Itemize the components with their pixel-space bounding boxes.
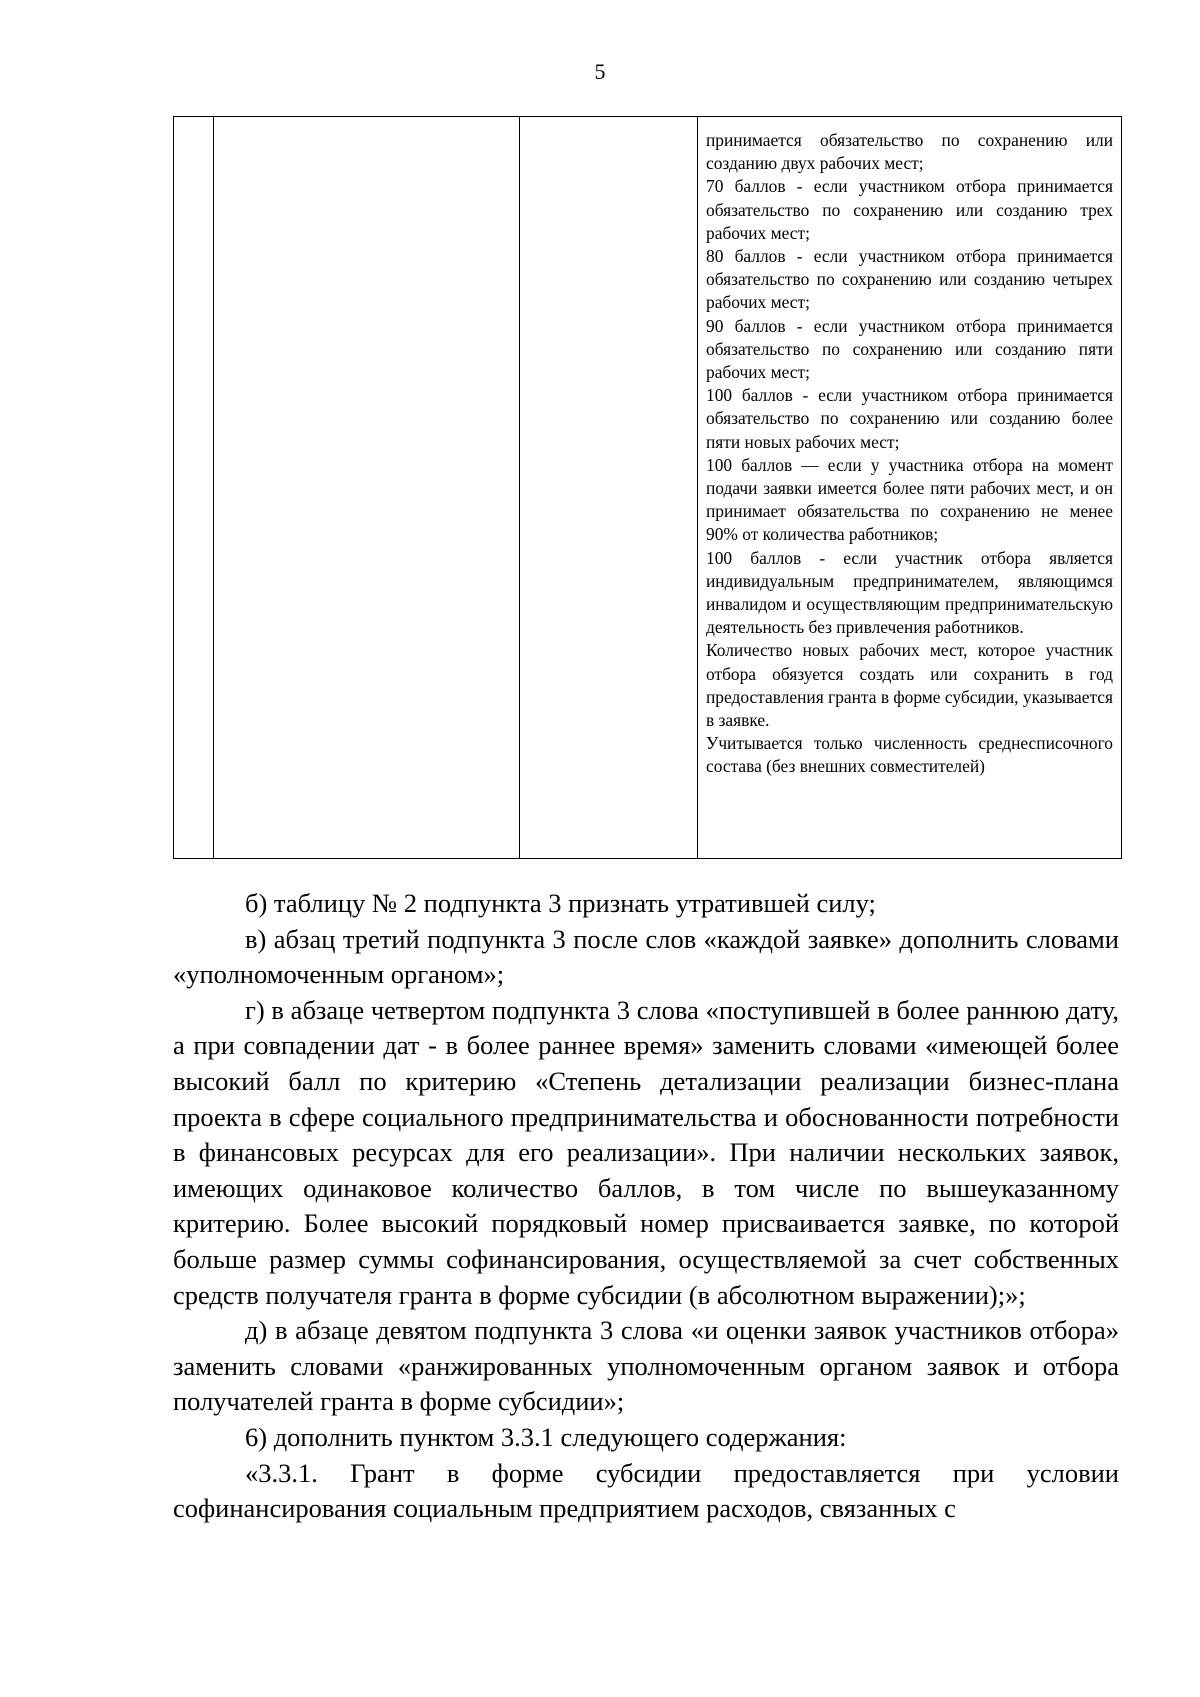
paragraph: б) таблицу № 2 подпункта 3 признать утратившей силу; xyxy=(245,888,876,918)
paragraph: «3.3.1. Грант в форме субсидии предоставляется при условии софинансирования социальным предприятием расходов, связанных с xyxy=(173,1457,1119,1524)
table-cell-value xyxy=(520,117,698,859)
table-cell-number xyxy=(174,117,214,859)
table-row xyxy=(174,117,1122,859)
scoring-line: 100 баллов — если у участника отбора на момент подачи заявки имеется более пяти рабочих мест, и он принимает обязательства по сохранению не менее 90% от количества работников; xyxy=(706,454,1113,545)
scoring-line: 100 баллов - если участник отбора является индивидуальным предпринимателем, являющимся инвалидом и осуществляющим предпринимательскую деятельность без привлечения работников. xyxy=(706,547,1113,638)
paragraph: в) абзац третий подпункта 3 после слов «каждой заявке» дополнить словами «уполномоченным органом»; xyxy=(173,923,1119,990)
scoring-line: 100 баллов - если участником отбора принимается обязательство по сохранению или созданию более пяти новых рабочих мест; xyxy=(706,385,1113,452)
document-body xyxy=(173,886,1119,1527)
scoring-note: Учитывается только численность среднесписочного состава (без внешних совместителей) xyxy=(706,733,1113,777)
scoring-line: 90 баллов - если участником отбора принимается обязательство по сохранению или созданию пяти рабочих мест; xyxy=(706,315,1113,383)
paragraph: г) в абзаце четвертом подпункта 3 слова «поступившей в более раннюю дату, а при совпадении дат - в более раннее время» заменить словами «имеющей более высокий балл по критерию «Степень детализации реализации бизнес-плана проекта в сфере социального предпринимательства и обоснованности потребности в финансовых ресурсах для его реализации». При наличии нескольких заявок, имеющих одинаковое количество баллов, в том числе по вышеуказанному критерию. Более высокий порядковый номер присваивается заявке, по которой больше размер суммы софинансирования, осуществляемой за счет собственных средств получателя гранта в форме субсидии (в абсолютном выражении);»; xyxy=(173,994,1119,1310)
criteria-table xyxy=(173,116,1122,859)
scoring-text xyxy=(698,117,1121,779)
table-cell-scoring xyxy=(698,117,1122,859)
scoring-line: 80 баллов - если участником отбора принимается обязательство по сохранению или созданию четырех рабочих мест; xyxy=(706,246,1113,313)
page-number: 5 xyxy=(594,59,606,84)
paragraph: 6) дополнить пунктом 3.3.1 следующего содержания: xyxy=(245,1421,847,1452)
paragraph: д) в абзаце девятом подпункта 3 слова «и оценки заявок участников отбора» заменить словами «ранжированных уполномоченным органом заявок и отбора получателей гранта в форме субсидии»; xyxy=(173,1315,1119,1417)
scoring-line: принимается обязательство по сохранению или созданию двух рабочих мест; xyxy=(706,130,1113,174)
table-cell-criterion xyxy=(214,117,520,859)
scoring-note: Количество новых рабочих мест, которое участник отбора обязуется создать или сохранить в год предоставления гранта в форме субсидии, указывается в заявке. xyxy=(706,640,1113,731)
scoring-line: 70 баллов - если участником отбора принимается обязательство по сохранению или созданию трех рабочих мест; xyxy=(706,176,1113,243)
